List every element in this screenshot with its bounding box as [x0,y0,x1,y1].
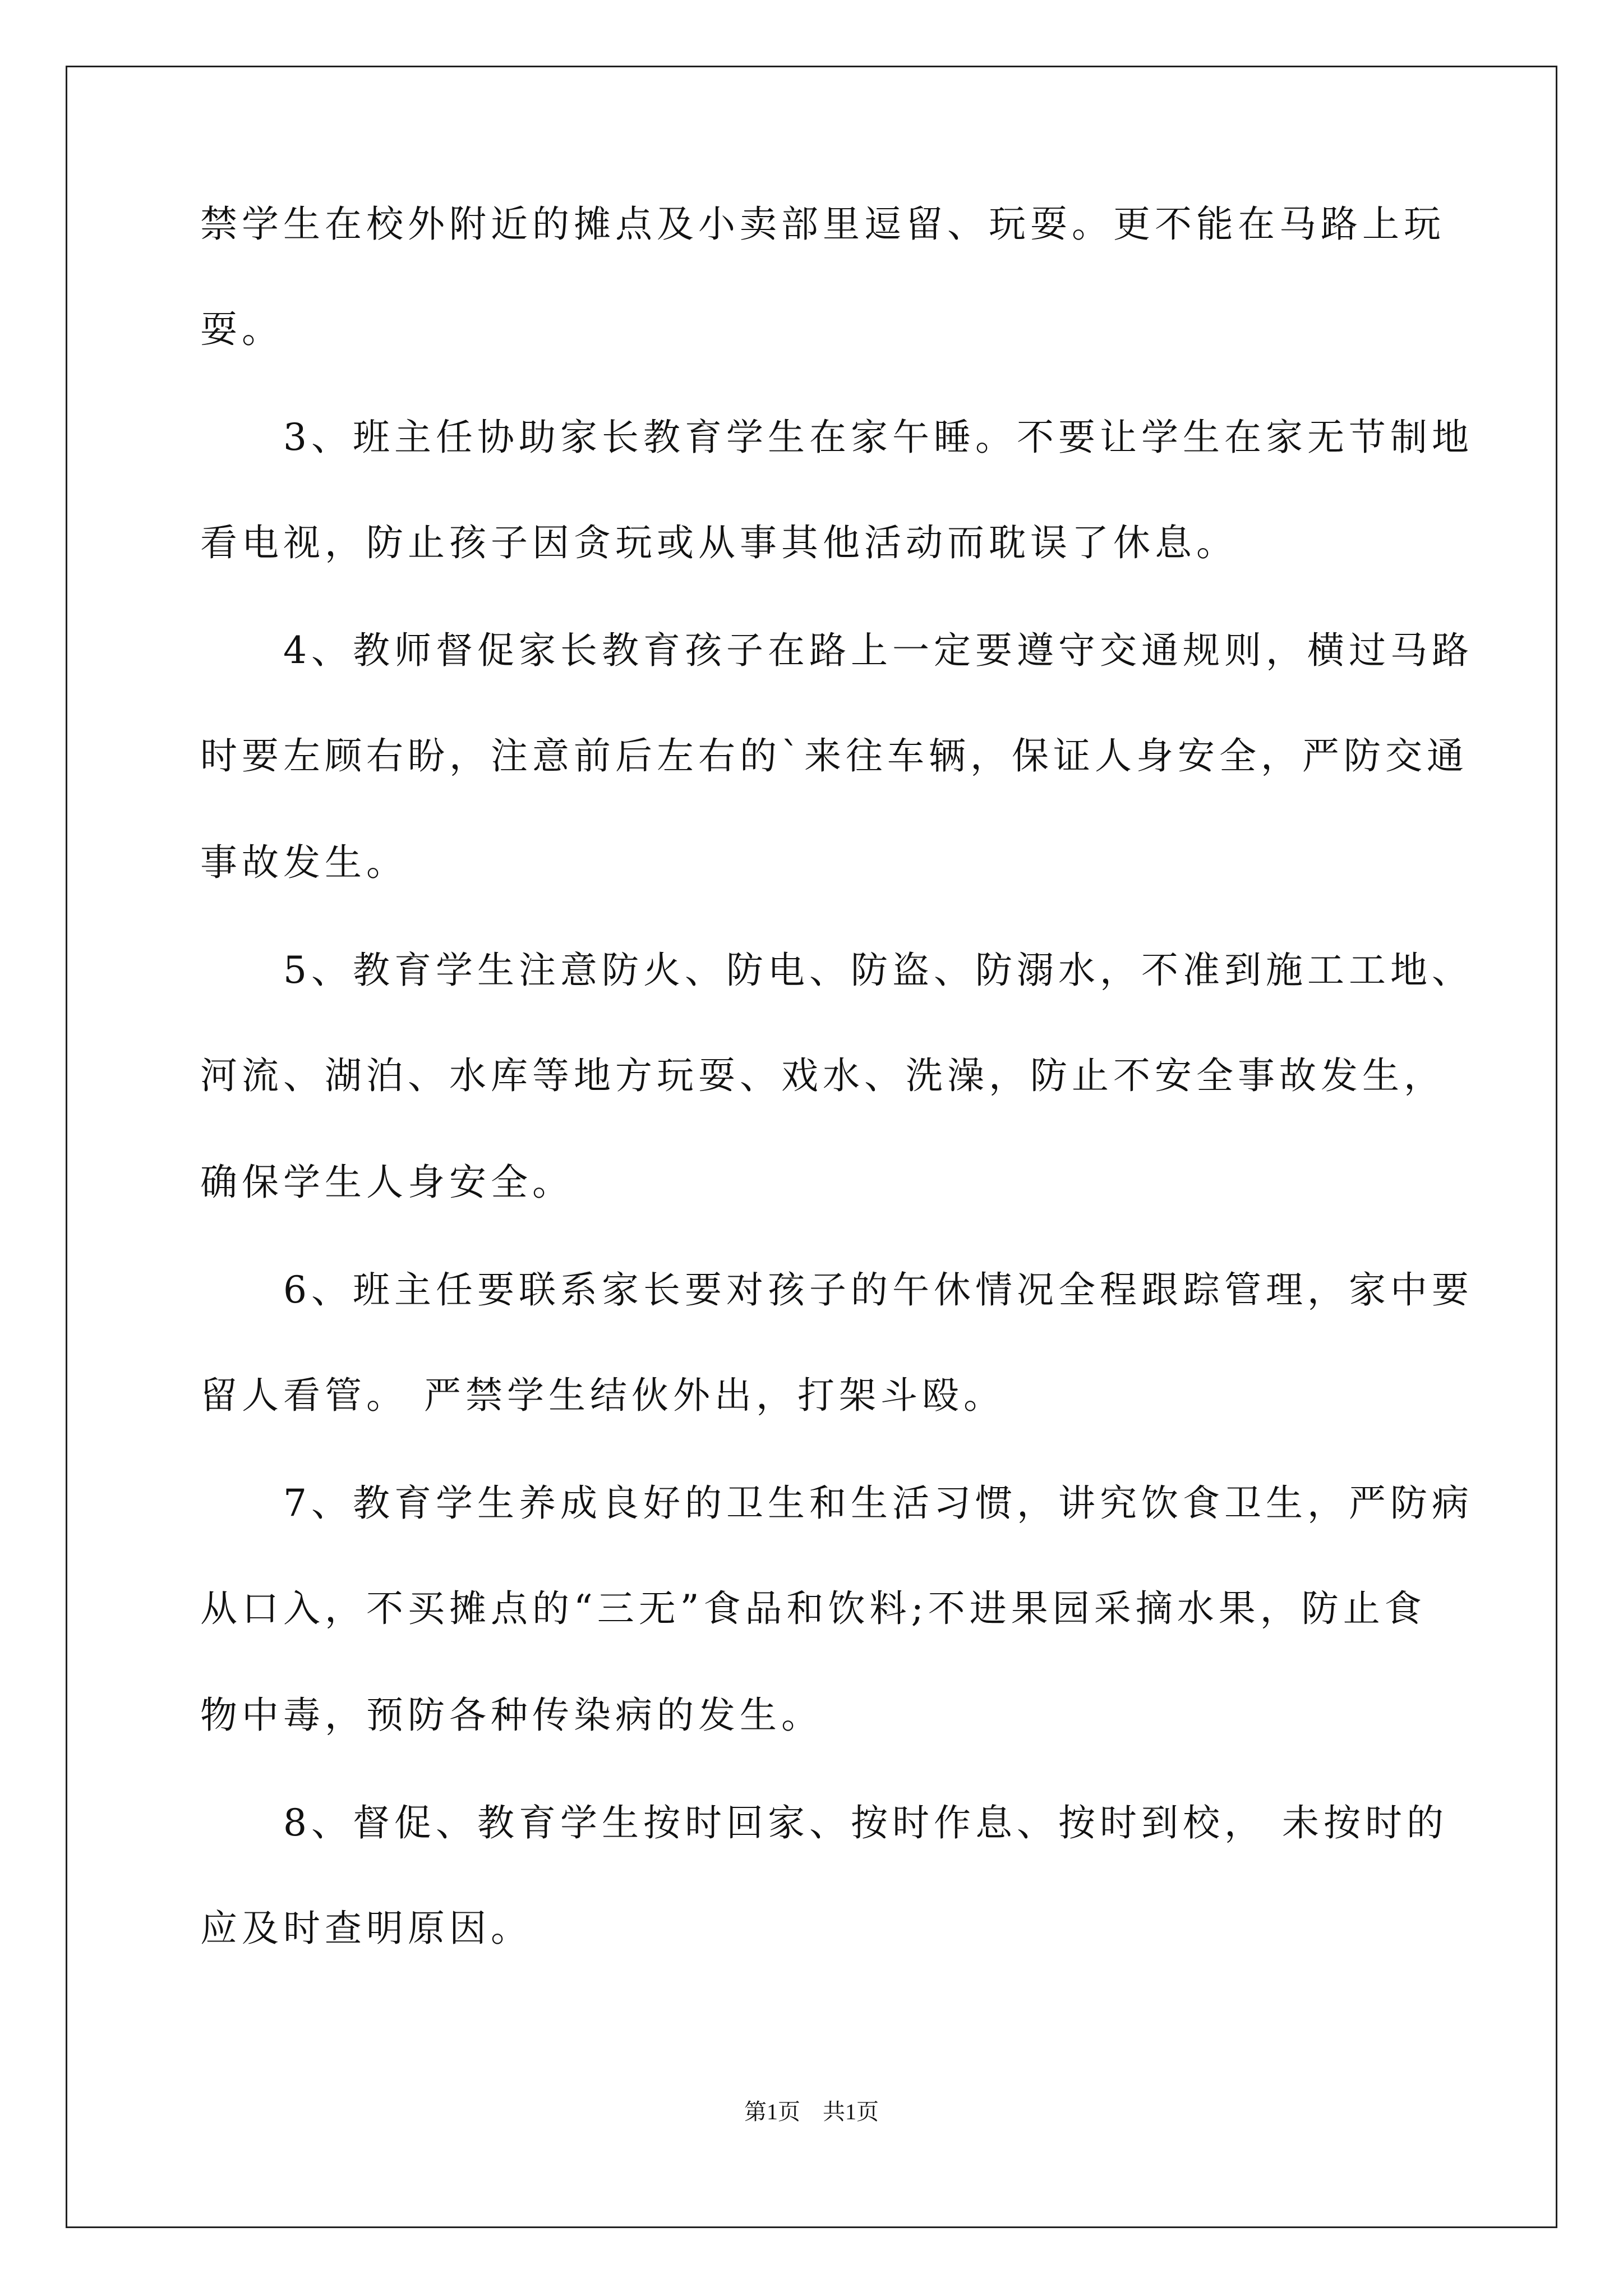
text-line: 事故发生。 [200,841,408,884]
text-line: 8、督促、教育学生按时回家、按时作息、按时到校， 未按时的 [200,1801,1448,1844]
text-line: 耍。 [200,308,283,351]
text-line: 河流、湖泊、水库等地方玩耍、戏水、洗澡，防止不安全事故发生， [200,1054,1445,1097]
text-line: 3、班主任协助家长教育学生在家午睡。不要让学生在家无节制地 [200,416,1473,459]
text-line: 禁学生在校外附近的摊点及小卖部里逗留、玩耍。更不能在马路上玩 [200,203,1445,246]
text-line: 确保学生人身安全。 [200,1161,574,1204]
text-line: 4、教师督促家长教育孩子在路上一定要遵守交通规则，横过马路 [200,629,1473,672]
text-line: 物中毒，预防各种传染病的发生。 [200,1694,823,1737]
text-line: 7、教育学生养成良好的卫生和生活习惯，讲究饮食卫生，严防病 [200,1481,1473,1525]
text-line: 5、教育学生注意防火、防电、防盗、防溺水，不准到施工工地、 [200,949,1473,992]
text-line: 时要左顾右盼，注意前后左右的`来往车辆，保证人身安全，严防交通 [200,734,1468,777]
text-line: 留人看管。 严禁学生结伙外出，打架斗殴。 [200,1374,1005,1417]
text-line: 6、班主任要联系家长要对孩子的午休情况全程跟踪管理，家中要 [200,1268,1473,1312]
page-footer: 第1页 共1页 [744,2099,879,2124]
text-line: 从口入，不买摊点的“三无”食品和饮料;不进果园采摘水果，防止食 [200,1587,1426,1630]
page-border [66,66,1557,2228]
text-line: 应及时查明原因。 [200,1907,532,1950]
text-line: 看电视，防止孩子因贪玩或从事其他活动而耽误了休息。 [200,521,1238,564]
